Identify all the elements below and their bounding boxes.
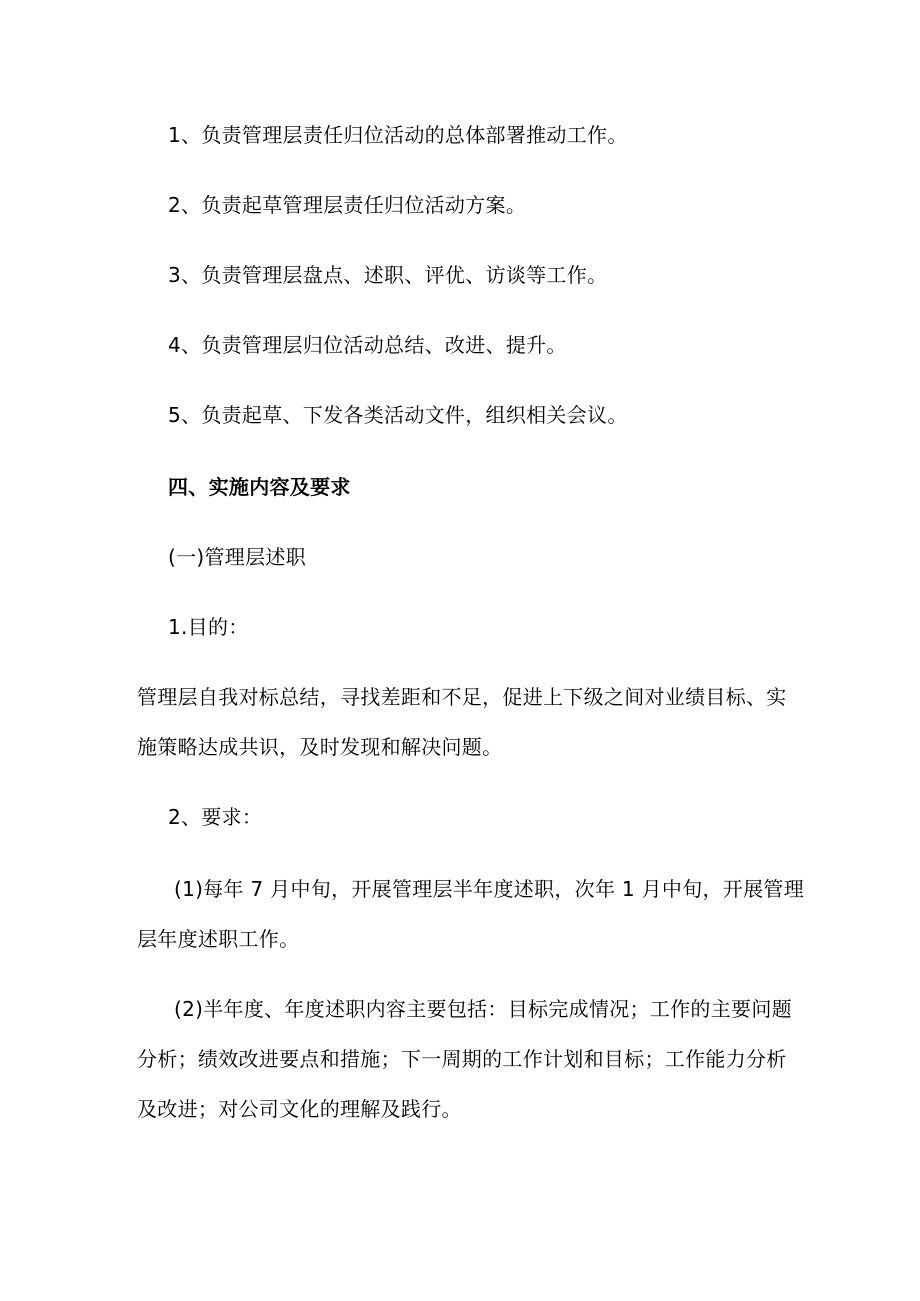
list-item-5: 5、负责起草、下发各类活动文件，组织相关会议。 (168, 403, 628, 427)
subsection-title: (一)管理层述职 (168, 545, 307, 569)
requirement-2-line-3: 及改进；对公司文化的理解及践行。 (137, 1097, 462, 1121)
purpose-text-line-1: 管理层自我对标总结，寻找差距和不足，促进上下级之间对业绩目标、实 (137, 685, 787, 709)
list-item-4: 4、负责管理层归位活动总结、改进、提升。 (168, 333, 567, 357)
list-item-3: 3、负责管理层盘点、述职、评优、访谈等工作。 (168, 263, 608, 287)
list-item-1: 1、负责管理层责任归位活动的总体部署推动工作。 (168, 123, 628, 147)
requirement-2-line-1: (2)半年度、年度述职内容主要包括：目标完成情况；工作的主要问题 (174, 997, 792, 1021)
requirement-1-line-2: 层年度述职工作。 (137, 927, 300, 951)
purpose-text-line-2: 施策略达成共识，及时发现和解决问题。 (137, 735, 503, 759)
list-item-2: 2、负责起草管理层责任归位活动方案。 (168, 193, 527, 217)
section-heading: 四、实施内容及要求 (168, 475, 351, 499)
requirement-1-line-1: (1)每年 7 月中旬，开展管理层半年度述职，次年 1 月中旬，开展管理 (174, 877, 805, 901)
requirement-2-line-2: 分析；绩效改进要点和措施；下一周期的工作计划和目标；工作能力分析 (137, 1047, 787, 1071)
requirements-label: 2、要求： (168, 805, 263, 829)
purpose-label: 1.目的： (168, 615, 249, 639)
